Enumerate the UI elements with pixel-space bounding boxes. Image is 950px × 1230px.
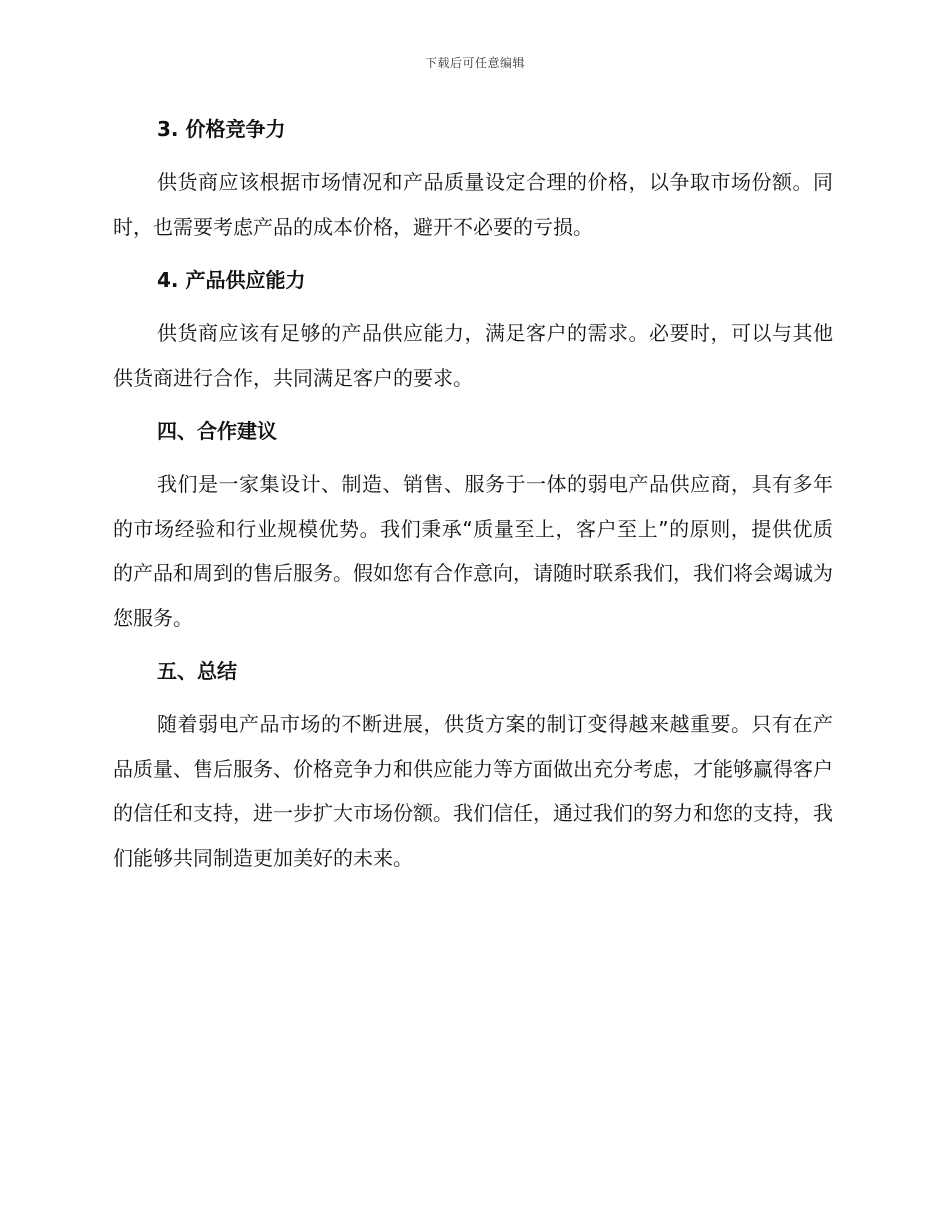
- section-summary: [113, 654, 833, 880]
- section-heading: 四、合作建议: [157, 419, 277, 443]
- section-cooperation-suggestion: [113, 414, 833, 654]
- section-paragraph: 供货商应该有足够的产品供应能力，满足客户的需求。必要时，可以与其他供货商进行合作，共同满足客户的要求。: [113, 321, 833, 390]
- section-paragraph: 供货商应该根据市场情况和产品质量设定合理的价格，以争取市场份额。同时，也需要考虑产品的成本价格，避开不必要的亏损。: [113, 170, 833, 239]
- section-heading: 五、总结: [157, 659, 237, 683]
- header-note: 下载后可任意编辑: [424, 56, 525, 70]
- document-body: [113, 112, 833, 880]
- section-heading: 3. 价格竞争力: [157, 117, 286, 141]
- section-price-competitiveness: [113, 112, 833, 263]
- section-heading: 4. 产品供应能力: [157, 268, 306, 292]
- section-supply-capacity: [113, 263, 833, 414]
- section-paragraph: 我们是一家集设计、制造、销售、服务于一体的弱电产品供应商，具有多年的市场经验和行业规模优势。我们秉承“质量至上，客户至上”的原则，提供优质的产品和周到的售后服务。假如您有合作意向，请随时联系我们，我们将会竭诚为您服务。: [113, 472, 833, 630]
- section-paragraph: 随着弱电产品市场的不断进展，供货方案的制订变得越来越重要。只有在产品质量、售后服务、价格竞争力和供应能力等方面做出充分考虑，才能够赢得客户的信任和支持，进一步扩大市场份额。我们信任，通过我们的努力和您的支持，我们能够共同制造更加美好的未来。: [113, 712, 833, 870]
